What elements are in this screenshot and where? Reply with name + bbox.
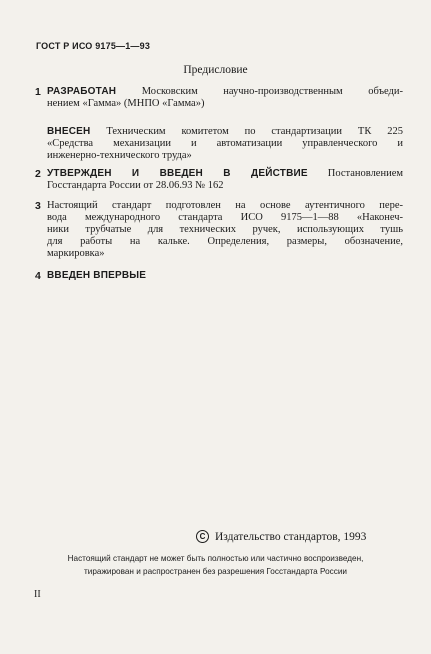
item-line: для работы на кальке. Определения, размеры, обозначение,	[47, 236, 403, 247]
item-text	[47, 86, 403, 110]
item-line: ВВЕДЕН ВПЕРВЫЕ	[47, 270, 147, 281]
notice-line: Настоящий стандарт не может быть полностью или частично воспроизведен,	[67, 554, 364, 563]
item-line: УТВЕРЖДЕН И ВВЕДЕН В ДЕЙСТВИЕ Постановлением	[47, 168, 404, 179]
item-text	[47, 168, 403, 192]
item-line: «Средства механизации и автоматизации управленческого и	[47, 138, 403, 149]
item-line: Госстандарта России от 28.06.93 № 162	[47, 180, 224, 191]
item-number: 3	[35, 200, 41, 212]
item-line: инженерно-технического труда»	[47, 150, 192, 161]
notice-line: тиражирован и распространен без разрешения Госстандарта России	[84, 567, 347, 576]
item-number: 2	[35, 168, 41, 180]
reproduction-notice	[0, 552, 431, 578]
copyright-line	[196, 530, 366, 543]
section-heading: Предисловие	[183, 64, 248, 76]
item-text	[47, 270, 403, 282]
item-line: РАЗРАБОТАН Московским научно-производственным объеди-	[47, 86, 403, 97]
item-line: маркировка»	[47, 248, 105, 259]
item-line: нением «Гамма» (МНПО «Гамма»)	[47, 98, 205, 109]
item-number: 1	[35, 86, 41, 98]
document-code: ГОСТ Р ИСО 9175—1—93	[36, 41, 151, 51]
copyright-text: Издательство стандартов, 1993	[215, 530, 367, 543]
item-line: вода международного стандарта ИСО 9175—1—88 «Наконеч-	[47, 212, 403, 223]
item-line: ники трубчатые для технических ручек, использующих тушь	[47, 224, 403, 235]
item-text	[47, 200, 403, 260]
item-line: ВНЕСЕН Техническим комитетом по стандартизации ТК 225	[47, 126, 403, 137]
item-line: Настоящий стандарт подготовлен на основе аутентичного пере-	[47, 200, 403, 211]
item-number: 4	[35, 270, 41, 282]
page-number: II	[34, 589, 41, 600]
item-text	[47, 126, 403, 162]
copyright-icon: C	[196, 530, 209, 543]
